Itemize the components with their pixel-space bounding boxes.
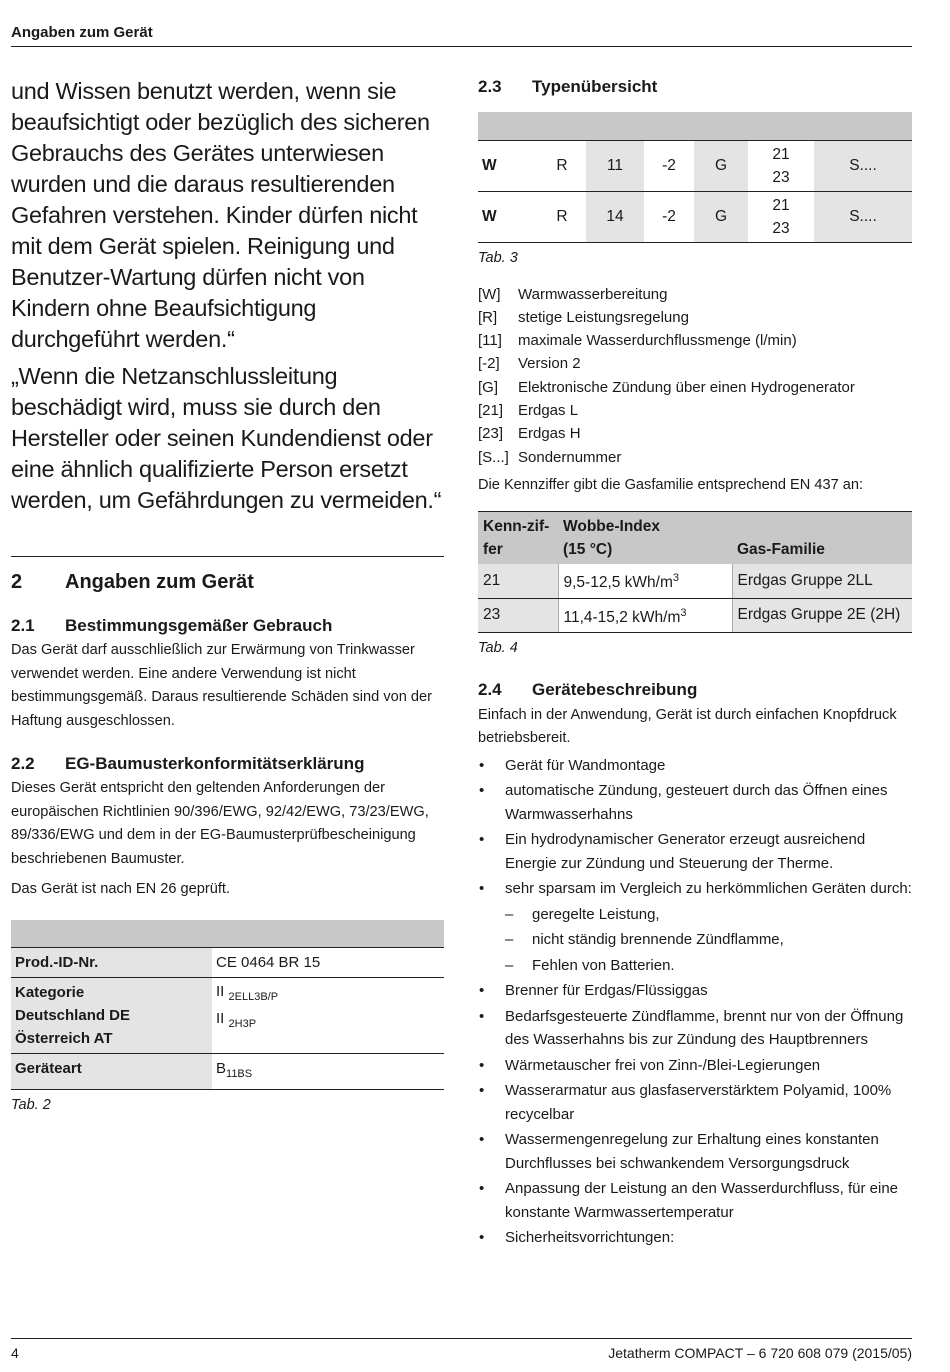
list-item: [478, 877, 912, 977]
section-heading-2-2: [11, 753, 444, 775]
legend-key: [R]: [478, 308, 498, 326]
category-at-main: II: [216, 1010, 225, 1027]
chapter-number: 2: [11, 571, 23, 593]
kennziffer-cell: 23: [478, 598, 558, 632]
section-number: 2.4: [478, 679, 502, 699]
list-item: • Ein hydrodynamischer Generator erzeugt ausreichend Energie zur Zündung und Steuerung der Therme.: [478, 828, 912, 875]
table-4-caption: Tab. 4: [478, 639, 518, 656]
intro-paragraph-2: „Wenn die Netzanschlussleitung beschädigt wird, muss sie durch den Hersteller oder seinen Kundendienst oder eine ähnlich qualifizierte Person ersetzt werden, um Gefährdungen zu vermeiden.“: [11, 363, 442, 513]
sub-list: [505, 903, 912, 978]
category-value: [212, 978, 444, 1054]
legend-text: Erdgas L: [518, 401, 579, 419]
section-title: Bestimmungsgemäßer Gebrauch: [65, 616, 333, 635]
type-cell: W: [478, 191, 538, 242]
table-row: [478, 564, 912, 598]
left-column: [11, 76, 444, 1116]
legend-text: Version 2: [518, 355, 581, 373]
wobbe-value: 11,4-15,2 kWh/m: [563, 608, 681, 626]
gas-code: 23: [772, 219, 790, 237]
type-cell: G: [694, 191, 748, 242]
table-row: [11, 948, 444, 978]
type-cell: 14: [586, 191, 644, 242]
product-table: [11, 920, 444, 1091]
legend-key: [21]: [478, 401, 504, 419]
header-line: Kenn-zif-: [483, 518, 550, 536]
category-de-label: Deutschland DE: [15, 1007, 131, 1024]
table-header-row: [478, 112, 912, 140]
gas-code: 21: [772, 145, 790, 163]
table-row: [478, 140, 912, 191]
list-item: • Wärmetauscher frei von Zinn-/Blei-Legierungen: [478, 1054, 912, 1078]
section-heading-2-1: [11, 615, 444, 637]
type-cell: -2: [644, 140, 694, 191]
table-2-caption: Tab. 2: [11, 1097, 51, 1113]
intro-text: [11, 76, 444, 516]
type-cell: W: [478, 140, 538, 191]
type-cell: G: [694, 140, 748, 191]
list-item: • Brenner für Erdgas/Flüssiggas: [478, 979, 912, 1003]
sub-list-item: – Fehlen von Batterien.: [505, 954, 912, 978]
running-header: [11, 23, 912, 47]
list-item: • Sicherheitsvorrichtungen:: [478, 1226, 912, 1250]
type-cell: R: [538, 191, 586, 242]
table-header-row: [11, 920, 444, 948]
legend-key: [23]: [478, 425, 504, 443]
section-title: Gerätebeschreibung: [532, 679, 698, 699]
type-cell: R: [538, 140, 586, 191]
device-type-value: [212, 1054, 444, 1090]
list-item: • Anpassung der Leistung an den Wasserdurchfluss, für eine konstante Warmwassertemperatur: [478, 1177, 912, 1224]
sub-list-item: – nicht ständig brennende Zündflamme,: [505, 928, 912, 952]
legend-key: [11]: [478, 332, 502, 350]
type-table: [478, 112, 912, 243]
legend-key: [S...]: [478, 448, 509, 466]
list-item: [478, 422, 912, 445]
table-3-caption: Tab. 3: [478, 249, 518, 266]
section-number: 2.3: [478, 77, 502, 96]
list-item: [478, 376, 912, 399]
chapter-title: Angaben zum Gerät: [65, 571, 254, 593]
wobbe-cell: [558, 598, 732, 632]
table-row: [478, 598, 912, 632]
table-row: [11, 1054, 444, 1090]
legend-text: Warmwasserbereitung: [518, 285, 668, 303]
list-item: [478, 399, 912, 422]
legend-text: Erdgas H: [518, 425, 581, 443]
table-row: [478, 191, 912, 242]
right-column: [478, 76, 912, 1252]
device-type-label: Geräteart: [11, 1054, 212, 1090]
device-type-sub: 11BS: [226, 1068, 253, 1080]
list-item-text: sehr sparsam im Vergleich zu herkömmlichen Geräten durch:: [505, 880, 912, 898]
category-at-sub: 2H3P: [228, 1018, 257, 1030]
col-header-gas-family: Gas-Familie: [732, 512, 912, 565]
gas-family-cell: Erdgas Gruppe 2LL: [732, 564, 912, 598]
section-number: 2.2: [11, 754, 35, 773]
list-item: • automatische Zündung, gesteuert durch das Öffnen eines Warmwasserhahns: [478, 779, 912, 826]
list-item: [478, 446, 912, 469]
header-line: Wobbe-Index: [563, 518, 661, 536]
col-header-wobbe: [558, 512, 732, 565]
type-cell: -2: [644, 191, 694, 242]
type-cell: S....: [814, 191, 912, 242]
legend-key: [-2]: [478, 355, 500, 373]
list-item: [478, 283, 912, 306]
header-line: fer: [483, 541, 503, 559]
list-item: • Bedarfsgesteuerte Zündflamme, brennt nur von der Öffnung des Wasserhahns bis zur Zündung des Hauptbrenners: [478, 1005, 912, 1052]
sub-list-item: – geregelte Leistung,: [505, 903, 912, 927]
type-legend: [478, 283, 912, 469]
section-heading-2-3: [478, 76, 912, 98]
legend-key: [W]: [478, 285, 501, 303]
category-de-sub: 2ELL3B/P: [228, 991, 279, 1003]
section-title: Typenübersicht: [532, 77, 658, 96]
section-number: 2.1: [11, 616, 35, 635]
list-item: • Gerät für Wandmontage: [478, 754, 912, 778]
section-title: EG-Baumusterkonformitätserklärung: [65, 754, 365, 773]
type-cell: 11: [586, 140, 644, 191]
gas-code: 21: [772, 196, 790, 214]
header-line: (15 °C): [563, 541, 613, 559]
feature-list: [478, 754, 912, 1250]
list-item: • Wassermengenregelung zur Erhaltung eines konstanten Durchflusses bei schwankendem Versorgungsdruck: [478, 1128, 912, 1175]
section-2-2-note: Das Gerät ist nach EN 26 geprüft.: [11, 881, 231, 897]
wobbe-cell: [558, 564, 732, 598]
legend-text: Sondernummer: [518, 448, 622, 466]
list-item: [478, 306, 912, 329]
category-de-main: II: [216, 983, 225, 1000]
list-item: [478, 352, 912, 375]
type-cell: S....: [814, 140, 912, 191]
wobbe-unit-exp: 3: [672, 572, 680, 585]
type-cell: [748, 191, 814, 242]
list-item: [478, 329, 912, 352]
section-2-1-text: Das Gerät darf ausschließlich zur Erwärmung von Trinkwasser verwendet werden. Eine andere Verwendung ist nicht bestimmungsgemäß. Daraus resultierende Schäden sind von der Haftung ausgeschlossen.: [11, 642, 433, 729]
kennziffer-cell: 21: [478, 564, 558, 598]
col-header-kennziffer: [478, 512, 558, 565]
kennziffer-text: Die Kennziffer gibt die Gasfamilie entsprechend EN 437 an:: [478, 476, 864, 493]
section-2-2-text: Dieses Gerät entspricht den geltenden Anforderungen der europäischen Richtlinien 90/396/EWG, 92/42/EWG, 73/23/EWG, 89/336/EWG und dem in der EG-Baumusterprüfbescheinigung beschriebenen Baumuster.: [11, 780, 429, 867]
chapter-heading: [11, 556, 444, 595]
category-label-line: Kategorie: [15, 984, 85, 1001]
section-2-4-intro: Einfach in der Anwendung, Gerät ist durch einfachen Knopfdruck betriebsbereit.: [478, 706, 897, 747]
device-type-main: B: [216, 1060, 227, 1077]
header-title: Angaben zum Gerät: [11, 24, 153, 41]
gas-family-table: [478, 511, 912, 632]
legend-key: [G]: [478, 378, 499, 396]
page-number: 4: [11, 1345, 19, 1361]
intro-paragraph-1: und Wissen benutzt werden, wenn sie beaufsichtigt oder bezüglich des sicheren Gebrauchs des Gerätes unterwiesen wurden und die daraus resultierenden Gefahren verstehen. Kinder dürfen nicht mit dem Gerät spielen. Reinigung und Benutzer-Wartung dürfen nicht von Kindern ohne Beaufsichtigung durchgeführt werden.“: [11, 78, 430, 352]
legend-text: stetige Leistungsregelung: [518, 308, 689, 326]
prod-id-label: Prod.-ID-Nr.: [11, 948, 212, 978]
page-footer: [11, 1338, 912, 1361]
wobbe-unit-exp: 3: [680, 606, 687, 619]
category-label: [11, 978, 212, 1054]
legend-text: maximale Wasserdurchflussmenge (l/min): [518, 332, 797, 350]
prod-id-value: CE 0464 BR 15: [212, 948, 444, 978]
gas-code: 23: [772, 168, 790, 186]
document-reference: Jetatherm COMPACT – 6 720 608 079 (2015/05): [608, 1345, 912, 1361]
category-at-label: Österreich AT: [15, 1030, 113, 1047]
wobbe-value: 9,5-12,5 kWh/m: [563, 574, 673, 592]
type-cell: [748, 140, 814, 191]
list-item: • Wasserarmatur aus glasfaserverstärktem Polyamid, 100% recycelbar: [478, 1079, 912, 1126]
section-heading-2-4: [478, 679, 912, 701]
legend-text: Elektronische Zündung über einen Hydrogenerator: [518, 378, 855, 396]
gas-family-cell: Erdgas Gruppe 2E (2H): [732, 598, 912, 632]
table-header-row: [478, 512, 912, 565]
table-row: [11, 978, 444, 1054]
